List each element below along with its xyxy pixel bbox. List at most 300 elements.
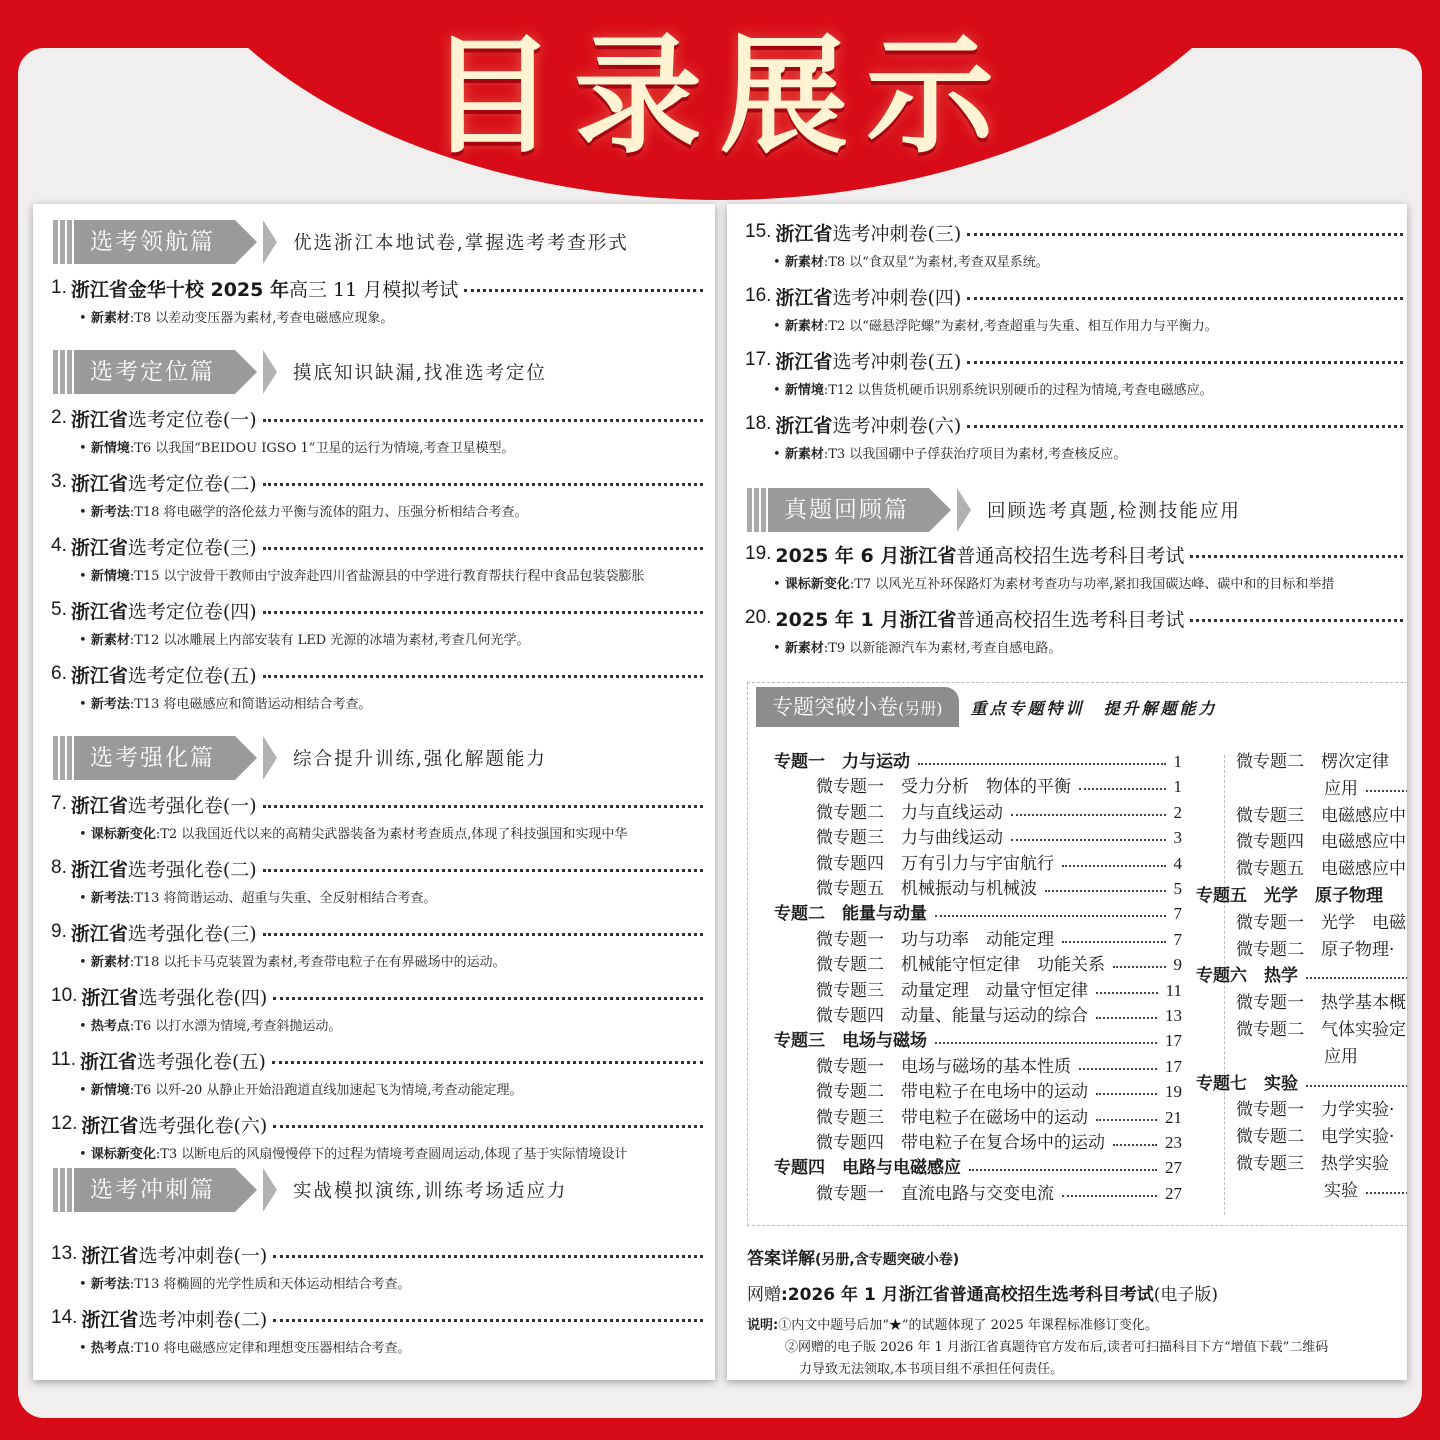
entry-note [773,444,1405,466]
section-header-2-bars [53,350,74,394]
note-tag: 新素材 [784,319,824,334]
bullet-icon: • [79,633,91,648]
section-header-1-title: 选考领航篇 [74,220,235,264]
topic-page: 27 [1165,1158,1182,1178]
topic-page: 27 [1165,1183,1182,1203]
toc-entry[interactable] [51,790,707,818]
topic-major[interactable] [774,1028,1182,1054]
topic-label: 微专题一 电场与磁场的基本性质 [816,1056,1071,1077]
topic-minor[interactable] [1324,776,1407,802]
answers-title: 答案详解 [747,1249,815,1269]
note-text: :T18 将电磁学的洛伦兹力平衡与流体的阻力、压强分析相结合考查。 [129,505,528,520]
topic-label: 专题一 力与运动 [774,752,910,772]
toc-entry[interactable] [51,1240,707,1268]
section-header-4-chevron-icon [263,1168,277,1212]
topic-minor[interactable] [816,774,1182,800]
section-header-1-chevron-icon [263,220,277,264]
topic-label: 微专题四 带电粒子在复合场中的运动 [816,1133,1105,1153]
topic-label: 微专题三 带电粒子在磁场中的运动 [816,1107,1088,1128]
topic-label: 微专题一 功与功率 动能定理 [816,929,1054,950]
section-header-2-subtitle: 摸底知识缺漏,找准选考定位 [293,363,547,384]
topic-minor[interactable] [816,851,1182,877]
topic-minor[interactable] [1236,749,1407,775]
dot-leader [263,547,703,550]
entry-number: 6. [51,663,67,684]
topic-label: 微专题三 力与曲线运动 [816,828,1003,849]
toc-entry[interactable] [745,218,1407,246]
topic-minor[interactable] [816,952,1182,978]
topic-page: 11 [1165,980,1182,1000]
toc-entry[interactable] [745,346,1407,374]
topic-label: 微专题一 光学 电磁 [1236,912,1406,933]
entry-note [79,824,705,846]
entry-title: 选考定位卷(一) [127,408,257,431]
topic-minor[interactable] [816,927,1182,953]
bullet-icon: • [79,1147,91,1162]
note-text: :T13 将简谐运动、超重与失重、全反射相结合考查。 [129,891,437,906]
topic-minor[interactable] [816,1054,1182,1080]
decor-bar [67,1168,72,1212]
topic-minor[interactable] [816,876,1182,902]
decor-bar [754,488,759,532]
note-tag: 新考法 [90,505,130,520]
bullet-icon: • [773,641,785,656]
entry-number: 20. [745,607,772,628]
topic-minor[interactable] [1236,829,1407,855]
toc-entry[interactable] [51,854,707,882]
decor-bar [60,1168,65,1212]
note-tag: 新考法 [90,891,130,906]
entry-note [773,380,1405,402]
topic-minor[interactable] [1236,1151,1407,1177]
entry-region: 浙江省 [70,858,128,881]
topic-label: 微专题二 楞次定律 [1236,752,1389,772]
toc-entry[interactable] [51,982,707,1010]
entry-region: 浙江省 [70,664,128,687]
topic-label: 微专题二 原子物理· [1236,939,1395,960]
dot-leader [1062,1195,1157,1197]
note-tag: 课标新变化 [90,827,156,842]
dot-leader [1079,788,1166,790]
dot-leader [1113,966,1166,968]
dot-leader [935,1042,1157,1044]
dot-leader [1190,555,1403,558]
dot-leader [967,425,1403,428]
entry-title: 普通高校招生选考科目考试 [956,544,1185,567]
topic-minor[interactable] [1236,937,1407,963]
topic-label: 微专题三 动量定理 动量守恒定律 [816,980,1088,1001]
dot-leader [263,933,703,936]
topic-page: 21 [1165,1107,1182,1127]
note-tag: 新情境 [90,1083,130,1098]
topic-page: 7 [1173,929,1182,949]
entry-region: 浙江省 [81,1114,139,1137]
toc-entry[interactable] [51,660,707,688]
dot-leader [935,915,1166,917]
topic-page: 17 [1165,1056,1182,1076]
entry-region: 浙江省 [775,414,833,437]
entry-region: 浙江省 [775,286,833,309]
topic-label: 微专题二 带电粒子在电场中的运动 [816,1082,1088,1103]
section-header-2 [53,350,547,394]
section-header-3-chevron-icon [263,736,277,780]
bullet-icon: • [79,1341,91,1356]
note-text: :T12 以售货机硬币识别系统识别硬币的过程为情境,考查电磁感应。 [823,383,1213,398]
bullet-icon: • [79,827,91,842]
topic-major[interactable] [1196,963,1407,989]
topic-page: 3 [1173,828,1182,848]
footnote-1 [747,1316,1407,1336]
topic-page: 17 [1165,1031,1182,1051]
topic-label: 微专题四 动量、能量与运动的综合 [816,1006,1088,1026]
note-tag: 课标新变化 [784,577,850,592]
topic-label: 应用 [1324,1046,1358,1067]
entry-region: 浙江省 [70,922,128,945]
entry-number: 14. [51,1307,78,1328]
decor-bar [67,350,72,394]
topic-label: 专题七 实验 [1196,1073,1298,1094]
dot-leader [1096,1017,1157,1019]
topic-minor[interactable] [816,1079,1182,1105]
bullet-icon: • [773,447,785,462]
dot-leader [1062,941,1166,943]
bullet-icon: • [773,383,785,398]
entry-number: 7. [51,793,67,814]
entry-region: 浙江省 [775,222,833,245]
dot-leader [1190,619,1403,622]
dot-leader [272,1061,703,1064]
topic-minor[interactable] [816,800,1182,826]
topic-label: 实验 [1324,1180,1358,1201]
dot-leader [273,997,703,1000]
decor-bar [53,736,58,780]
topic-label: 微专题一 力学实验· [1236,1100,1395,1121]
dot-leader [1045,890,1166,892]
review-section-header [747,488,1241,532]
topic-page: 19 [1165,1082,1182,1102]
topic-major[interactable] [1196,1071,1407,1097]
section-header-2-title: 选考定位篇 [74,350,235,394]
note-text: :T9 以新能源汽车为素材,考查自感电路。 [823,641,1062,656]
dot-leader [967,361,1403,364]
note-text: :T2 以我国近代以来的高精尖武器装备为素材考查质点,体现了科技强国和实现中华 [155,827,628,842]
dot-leader [1011,839,1166,841]
decor-bar [53,1168,58,1212]
entry-number: 3. [51,471,67,492]
topic-minor[interactable] [1236,910,1407,936]
section-header-4-title: 选考冲刺篇 [74,1168,235,1212]
entry-title: 选考冲刺卷(六) [832,414,962,437]
decor-bar [60,350,65,394]
toc-entry[interactable] [745,540,1407,568]
note-text: :T15 以宁波骨干教师由宁波奔赴四川省盐源县的中学进行教育帮扶行程中食品包装袋膨胀 [129,569,645,584]
section-header-2-chevron-icon [263,350,277,394]
decor-bar [60,220,65,264]
topic-label: 专题五 光学 原子物理 [1196,886,1383,906]
note-tag: 热考点 [90,1019,130,1034]
dot-leader [273,1125,703,1128]
dot-leader [464,289,703,292]
topics-box-subtitle: 重点专题特训 提升解题能力 [970,698,1218,718]
topic-page: 7 [1173,904,1182,924]
topic-label: 微专题二 力与直线运动 [816,802,1003,823]
bullet-icon: • [773,577,785,592]
entry-title: 选考冲刺卷(二) [138,1308,268,1331]
section-header-4 [53,1168,567,1212]
entry-region: 浙江省 [775,350,833,373]
entry-number: 5. [51,599,67,620]
bullet-icon: • [79,311,91,326]
bullet-icon: • [79,891,91,906]
dot-leader [1096,992,1158,994]
topic-minor[interactable] [1324,1044,1407,1070]
topic-minor[interactable] [1236,856,1407,882]
topics-box [747,682,1407,1226]
note-text: :T6 以我国“BEIDOU IGSO 1”卫星的运行为情境,考查卫星模型。 [129,441,515,456]
entry-note [773,638,1405,660]
answers-line [747,1244,959,1269]
decor-bar [67,220,72,264]
toc-entry[interactable] [51,274,707,302]
note-tag: 新考法 [90,697,130,712]
topic-major[interactable] [1196,883,1407,909]
entry-number: 17. [745,349,772,370]
section-header-1-subtitle: 优选浙江本地试卷,掌握选考考查形式 [293,233,629,254]
topic-minor[interactable] [1236,1124,1407,1150]
topic-label: 微专题三 电磁感应中 [1236,805,1406,826]
bullet-icon: • [79,441,91,456]
topic-label: 微专题一 直流电路与交变电流 [816,1183,1054,1204]
note-text: :T12 以冰雕展上内部安装有 LED 光源的冰墙为素材,考查几何光学。 [129,633,530,648]
topic-page: 1 [1173,777,1182,797]
decor-bar [67,736,72,780]
note-text: :T2 以“磁悬浮陀螺”为素材,考查超重与失重、相互作用力与平衡力。 [823,319,1218,334]
topic-label: 专题二 能量与动量 [774,904,927,925]
footnote-label: 说明: [747,1318,779,1333]
dot-leader [263,419,703,422]
note-text: :T3 以断电后的风扇慢慢停下的过程为情境考查圆周运动,体现了基于实际情境设计 [155,1147,628,1162]
entry-note [79,438,705,460]
topic-minor[interactable] [816,1181,1182,1207]
entry-title: 高三 11 月模拟考试 [288,278,459,301]
dot-leader [1079,1068,1157,1070]
toc-entry[interactable] [745,410,1407,438]
topics-box-header [756,687,1218,727]
dot-leader [1306,1085,1407,1087]
entry-title: 选考定位卷(四) [127,600,257,623]
topic-minor[interactable] [816,1130,1182,1156]
review-section-header-bars [747,488,768,532]
footnote-1-text: ①内文中题号后加“★”的试题体现了 2025 年课程标准修订变化。 [778,1318,1158,1333]
note-text: :T8 以“食双星”为素材,考查双星系统。 [823,255,1049,270]
topic-major[interactable] [774,749,1182,775]
note-tag: 新素材 [90,311,130,326]
bonus-title: :2026 年 1 月浙江省普通高校招生选考科目考试 [781,1285,1154,1305]
dot-leader [967,297,1403,300]
topic-minor[interactable] [816,1105,1182,1131]
toc-entry[interactable] [745,604,1407,632]
note-text: :T6 以歼-20 从静止开始沿跑道直线加速起飞为情境,考查动能定理。 [129,1083,523,1098]
entry-number: 18. [745,413,772,434]
toc-entry[interactable] [51,1304,707,1332]
topic-page: 4 [1173,853,1182,873]
review-section-header-title: 真题回顾篇 [768,488,929,532]
toc-entry[interactable] [745,282,1407,310]
entry-title: 选考冲刺卷(一) [138,1244,268,1267]
entry-title: 选考强化卷(一) [127,794,257,817]
topic-minor[interactable] [816,1003,1182,1029]
toc-entry[interactable] [51,404,707,432]
toc-entry[interactable] [51,596,707,624]
topic-minor[interactable] [816,825,1182,851]
topic-label: 微专题四 电磁感应中 [1236,832,1406,853]
bullet-icon: • [79,1019,91,1034]
note-tag: 新情境 [90,569,130,584]
answers-note: (另册,含专题突破小卷) [815,1252,960,1268]
note-text: :T13 将椭圆的光学性质和天体运动相结合考查。 [129,1277,411,1292]
topic-page: 1 [1173,752,1182,771]
note-tag: 新考法 [90,1277,130,1292]
dot-leader [263,675,703,678]
topics-box-title-note: (另册) [898,699,943,718]
dot-leader [918,763,1166,765]
entry-number: 12. [51,1113,78,1134]
topic-label: 专题三 电场与磁场 [774,1031,927,1052]
entry-number: 15. [745,221,772,242]
bullet-icon: • [773,319,785,334]
note-text: :T13 将电磁感应和简谐运动相结合考查。 [129,697,372,712]
topic-label: 微专题二 机械能守恒定律 功能关系 [816,955,1105,976]
topic-label: 微专题二 气体实验定 [1236,1020,1406,1040]
entry-number: 13. [51,1243,78,1264]
decor-bar [747,488,752,532]
entry-region: 2025 年 6 月浙江省 [775,544,957,567]
topic-label: 微专题三 热学实验 [1236,1154,1389,1174]
entry-title: 普通高校招生选考科目考试 [956,608,1185,631]
note-tag: 新情境 [90,441,130,456]
dot-leader [1096,1119,1157,1121]
right-page [727,204,1407,1380]
entry-title: 选考强化卷(六) [138,1114,268,1137]
note-text: :T6 以打水漂为情境,考查斜抛运动。 [129,1019,342,1034]
topic-label: 微专题五 机械振动与机械波 [816,879,1037,899]
dot-leader [273,1255,703,1258]
topic-minor[interactable] [1236,1097,1407,1123]
bullet-icon: • [79,505,91,520]
topic-minor[interactable] [1324,1178,1407,1204]
note-tag: 新素材 [784,641,824,656]
dot-leader [263,805,703,808]
left-page [33,204,715,1380]
note-text: :T7 以风光互补环保路灯为素材考查功与功率,紧扣我国碳达峰、碳中和的目标和举措 [849,577,1335,592]
dot-leader [1062,865,1166,867]
dot-leader [263,611,703,614]
topic-label: 专题四 电路与电磁感应 [774,1158,961,1179]
entry-region: 浙江省 [70,536,128,559]
bullet-icon: • [773,255,785,270]
note-text: :T10 将电磁感应定律和理想变压器相结合考查。 [129,1341,411,1356]
topic-page: 2 [1173,802,1182,822]
section-header-4-subtitle: 实战模拟演练,训练考场适应力 [293,1181,568,1202]
section-header-1-bars [53,220,74,264]
bullet-icon: • [79,697,91,712]
decor-bar [53,220,58,264]
entry-number: 4. [51,535,67,556]
toc-entry[interactable] [51,918,707,946]
topic-page: 9 [1173,955,1182,975]
section-header-3 [53,736,547,780]
topic-page: 13 [1165,1006,1182,1025]
entry-note [79,1144,705,1166]
topic-minor[interactable] [1236,990,1407,1016]
entry-region: 2025 年 1 月浙江省 [775,608,957,631]
section-header-3-bars [53,736,74,780]
entry-region: 浙江省 [70,472,128,495]
entry-title: 选考强化卷(四) [138,986,268,1009]
bullet-icon: • [79,569,91,584]
entry-note [79,1274,705,1296]
entry-title: 选考定位卷(二) [127,472,257,495]
entry-note [79,630,705,652]
bullet-icon: • [79,955,91,970]
entry-region: 浙江省 [70,794,128,817]
note-tag: 课标新变化 [90,1147,156,1162]
banner-title: 目录展示 [427,22,1012,171]
decor-bar [60,736,65,780]
note-tag: 新素材 [784,255,824,270]
note-tag: 新素材 [90,633,130,648]
review-section-header-subtitle: 回顾选考真题,检测技能应用 [987,501,1241,522]
entry-region: 浙江省 [70,408,128,431]
entry-note [79,1080,705,1102]
dot-leader [263,483,703,486]
topic-major[interactable] [774,1155,1182,1181]
note-text: :T18 以托卡马克装置为素材,考查带电粒子在有界磁场中的运动。 [129,955,506,970]
entry-region: 浙江省金华十校 2025 年 [70,278,289,301]
bullet-icon: • [79,1083,91,1098]
note-tag: 新素材 [90,955,130,970]
dot-leader [1366,1192,1407,1194]
entry-number: 8. [51,857,67,878]
note-tag: 新素材 [784,447,824,462]
entry-note [773,316,1405,338]
toc-entry[interactable] [51,468,707,496]
topic-minor[interactable] [816,978,1182,1004]
footnote-2: ②网赠的电子版 2026 年 1 月浙江省真题待官方发布后,读者可扫描科目下方“增值下载”二维码 [785,1340,1329,1355]
topic-label: 微专题一 热学基本概 [1236,993,1406,1014]
toc-entry[interactable] [51,1110,707,1138]
topic-major[interactable] [774,901,1182,927]
footnote-3: 力导致无法领取,本书项目组不承担任何责任。 [799,1362,1064,1377]
section-header-3-subtitle: 综合提升训练,强化解题能力 [293,749,547,770]
toc-entry[interactable] [51,1046,707,1074]
topic-label: 专题六 热学 [1196,966,1298,987]
topics-box-title: 专题突破小卷(另册) [756,687,959,727]
note-text: :T8 以差动变压器为素材,考查电磁感应现象。 [129,311,394,326]
toc-entry[interactable] [51,532,707,560]
topic-minor[interactable] [1236,803,1407,829]
entry-region: 浙江省 [70,600,128,623]
entry-region: 浙江省 [81,1308,139,1331]
decor-bar [53,350,58,394]
dot-leader [1096,1093,1157,1095]
topic-minor[interactable] [1236,1017,1407,1043]
entry-title: 选考强化卷(五) [137,1050,266,1073]
dot-leader [969,1169,1157,1171]
entry-note [773,574,1405,596]
entry-region: 浙江省 [81,1244,139,1267]
entry-number: 1. [51,277,67,298]
